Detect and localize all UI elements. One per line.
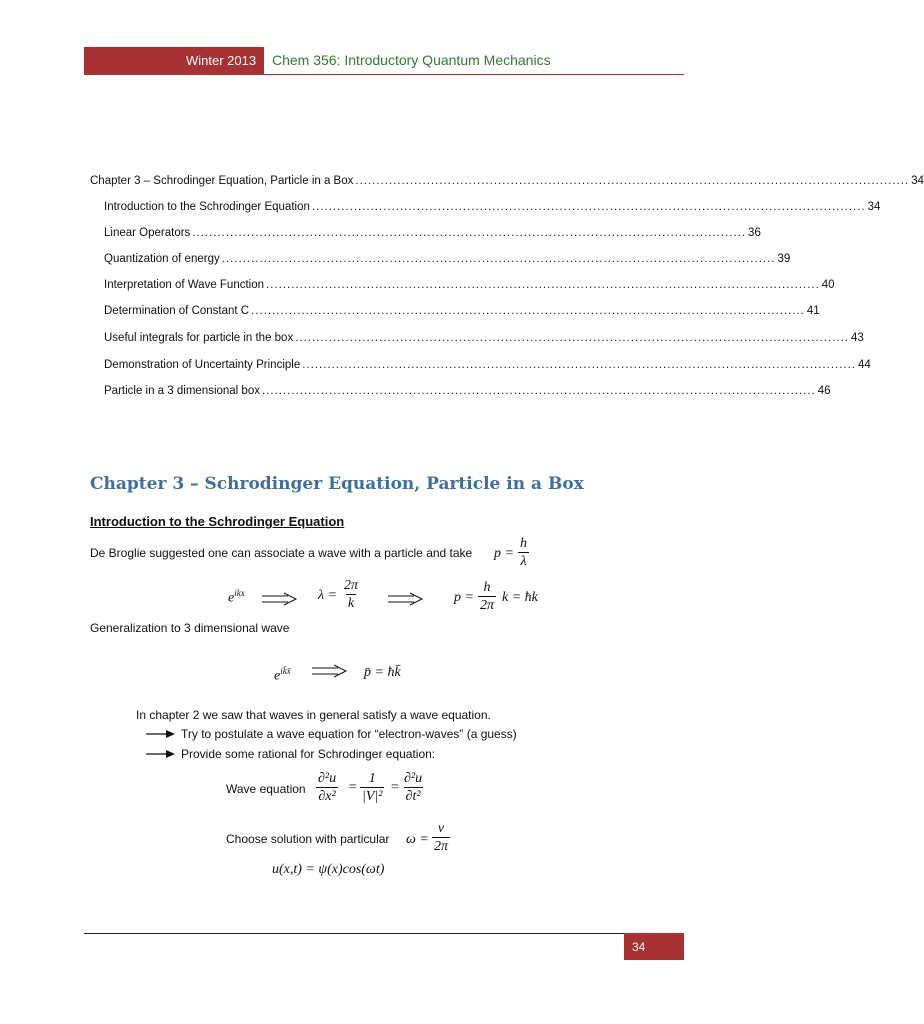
toc-entry-chapter[interactable] (90, 175, 924, 187)
header-course-title: Chem 356: Introductory Quantum Mechanics (272, 52, 551, 68)
toc-title: Useful integrals for particle in the box (104, 332, 294, 344)
arrow-right-icon (146, 749, 176, 759)
toc-entry[interactable] (104, 201, 881, 213)
exponent: ikx (234, 588, 245, 598)
implies-arrow-icon (262, 592, 298, 606)
equals: = (348, 780, 358, 795)
header-rule (84, 74, 684, 75)
e: e (228, 590, 235, 606)
implies-arrow-icon (388, 592, 424, 606)
denominator: ∂x² (318, 789, 336, 804)
lambda-equals: λ = (318, 588, 338, 603)
numerator: h (483, 580, 491, 595)
d2u-dt2 (402, 770, 424, 805)
footer-rule (84, 933, 684, 934)
toc-leader: .................................................................................................................................... (192, 227, 747, 239)
chapter2-text: In chapter 2 we saw that waves in general satisfy a wave equation. (136, 708, 491, 722)
toc-page: 44 (857, 359, 871, 371)
toc-page: 40 (821, 279, 835, 291)
p-equals: p = (494, 546, 514, 561)
toc-entry[interactable] (104, 227, 761, 239)
numerator: ν (437, 821, 445, 836)
equals: = (390, 780, 400, 795)
denominator: λ (520, 554, 527, 569)
de-broglie-text: De Broglie suggested one can associate a wave with a particle and take (90, 546, 473, 560)
try-text: Try to postulate a wave equation for “electron-waves” (a guess) (181, 727, 517, 741)
d2u-dx2 (316, 770, 338, 805)
two-pi-over-k (342, 577, 360, 612)
toc-page: 41 (806, 305, 820, 317)
implies-arrow-icon (312, 664, 348, 678)
toc-page: 39 (777, 253, 791, 265)
toc-entry[interactable] (104, 279, 835, 291)
toc-leader: .................................................................................................................................... (251, 305, 805, 317)
plane-wave (228, 588, 245, 607)
h-over-two-pi (478, 579, 496, 614)
k-hbar: k = ħk (502, 590, 538, 605)
toc-leader: .................................................................................................................................... (355, 175, 910, 187)
section-heading: Introduction to the Schrodinger Equation (90, 514, 345, 529)
page-number: 34 (632, 940, 646, 954)
header-term: Winter 2013 (186, 53, 257, 68)
toc-entry[interactable] (104, 305, 820, 317)
h-over-lambda (518, 535, 529, 570)
denominator: 2π (434, 839, 449, 854)
choose-text: Choose solution with particular (226, 832, 390, 846)
toc-entry[interactable] (104, 359, 871, 371)
toc-leader: .................................................................................................................................... (311, 201, 866, 213)
toc-title: Interpretation of Wave Function (104, 279, 265, 291)
numerator: 1 (368, 771, 376, 786)
nu-over-two-pi (432, 820, 450, 855)
denominator: 2π (480, 598, 495, 613)
toc-title: Introduction to the Schrodinger Equation (104, 201, 310, 213)
denominator: ∂t² (405, 789, 421, 804)
omega-equals: ω = (406, 832, 429, 847)
denominator: |V|² (362, 789, 383, 804)
exponent: ik̄x̄ (280, 666, 291, 676)
toc-title: Particle in a 3 dimensional box (104, 385, 260, 397)
toc-entry[interactable] (104, 332, 864, 344)
one-over-v2 (360, 770, 384, 805)
toc-page: 36 (748, 227, 761, 239)
toc-title: Linear Operators (104, 227, 191, 239)
numerator: h (520, 536, 527, 551)
provide-text: Provide some rational for Schrodinger equation: (181, 747, 436, 761)
toc-page: 43 (850, 332, 864, 344)
toc-title: Demonstration of Uncertainty Principle (104, 359, 301, 371)
toc-leader: .................................................................................................................................... (302, 359, 856, 371)
wave-equation-label: Wave equation (226, 782, 306, 796)
toc-page: 34 (911, 175, 924, 187)
toc-title: Determination of Constant C (104, 305, 250, 317)
toc-leader: .................................................................................................................................... (221, 253, 776, 265)
standing-wave-solution: u(x,t) = ψ(x)cos(ωt) (272, 862, 385, 877)
e: e (274, 668, 281, 684)
numerator: ∂²u (404, 771, 423, 786)
momentum-vector: p̄ = ħk̄ (364, 665, 401, 680)
toc-entry[interactable] (104, 253, 791, 265)
numerator: ∂²u (318, 771, 337, 786)
toc-entry[interactable] (104, 385, 831, 397)
denominator: k (347, 596, 355, 611)
toc-title: Chapter 3 – Schrodinger Equation, Particle in a Box (90, 175, 354, 187)
toc-page: 34 (867, 201, 881, 213)
toc-page: 46 (817, 385, 831, 397)
generalization-text: Generalization to 3 dimensional wave (90, 621, 290, 635)
numerator: 2π (344, 578, 359, 593)
toc-leader: .................................................................................................................................... (266, 279, 820, 291)
chapter-heading: Chapter 3 – Schrodinger Equation, Particle in a Box (90, 474, 584, 494)
toc-title: Quantization of energy (104, 253, 220, 265)
p-equals-2: p = (454, 590, 474, 605)
plane-wave-3d (274, 666, 291, 685)
toc-leader: .................................................................................................................................... (295, 332, 849, 344)
toc-leader: .................................................................................................................................... (261, 385, 816, 397)
arrow-right-icon (146, 729, 176, 739)
